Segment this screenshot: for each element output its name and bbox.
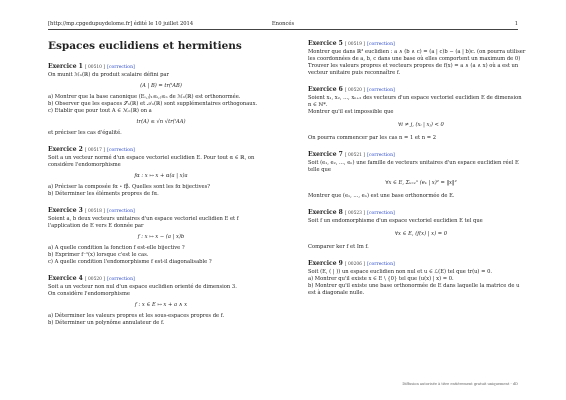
exercise-text: b) Exprimer f⁻¹(x) lorsque c'est le cas. bbox=[48, 252, 149, 258]
exercise-5 bbox=[308, 40, 534, 77]
exercise-heading bbox=[308, 40, 534, 49]
exercise-heading bbox=[48, 63, 274, 72]
exercise-text: l'application de E vers E donnée par bbox=[48, 223, 144, 229]
exercise-heading bbox=[48, 207, 274, 216]
correction-link[interactable]: [correction] bbox=[367, 211, 395, 216]
exercise-text: considère l'endomorphisme bbox=[48, 162, 121, 168]
exercise-text: a) Déterminer les valeurs propres et les sous-espaces propres de f. bbox=[48, 313, 225, 319]
equation: f : x ↦ x − (a | x)b bbox=[137, 234, 185, 240]
exercise-7 bbox=[308, 151, 534, 200]
exercise-title: Exercice 4 bbox=[48, 275, 83, 282]
exercise-1 bbox=[48, 63, 274, 137]
exercise-8 bbox=[308, 209, 534, 251]
exercise-heading bbox=[48, 146, 274, 155]
exercise-text: Montrer que (e₁, ..., eₙ) est une base orthonormée de E. bbox=[308, 193, 455, 199]
exercise-number: [ 00519 ] bbox=[344, 42, 366, 47]
correction-link[interactable]: [correction] bbox=[107, 148, 135, 153]
correction-link[interactable]: [correction] bbox=[367, 262, 395, 267]
equation: ∀x ∈ E, (f(x) | x) = 0 bbox=[394, 231, 448, 237]
equation: ∀i ≠ j, (xᵢ | xⱼ) < 0 bbox=[398, 122, 444, 128]
equation: f : x ∈ E ↦ x + a ∧ x bbox=[134, 302, 188, 308]
exercise-2 bbox=[48, 146, 274, 198]
page-footer: Diffusion autorisée à titre entièrement gratuit uniquement - dD bbox=[402, 382, 518, 386]
exercise-title: Exercice 1 bbox=[48, 63, 83, 70]
exercise-text: Soit a un vecteur normé d'un espace vectoriel euclidien E. Pour tout α ∈ ℝ, on bbox=[48, 155, 255, 161]
equation: (A | B) = tr(ᵗAB) bbox=[140, 83, 182, 89]
exercise-number: [ 00517 ] bbox=[84, 148, 106, 153]
exercise-text: Soit f un endomorphisme d'un espace vectoriel euclidien E tel que bbox=[308, 218, 483, 224]
correction-link[interactable]: [correction] bbox=[107, 65, 135, 70]
exercise-number: [ 00521 ] bbox=[344, 153, 366, 158]
exercise-text: a) Préciser la composée fα ∘ fβ. Quelles sont les fα bijectives? bbox=[48, 184, 211, 190]
correction-link[interactable]: [correction] bbox=[367, 88, 395, 93]
left-column bbox=[48, 40, 274, 336]
exercise-heading bbox=[308, 209, 534, 218]
page-title: Espaces euclidiens et hermitiens bbox=[48, 40, 242, 52]
exercise-text: c) Etablir que pour tout A ∈ ℳₙ(ℝ) on a bbox=[48, 108, 152, 114]
correction-link[interactable]: [correction] bbox=[107, 277, 135, 282]
exercise-number: [ 00520 ] bbox=[344, 88, 366, 93]
exercise-text: est à diagonale nulle. bbox=[308, 290, 365, 296]
exercise-text: Soient a, b deux vecteurs unitaires d'un espace vectoriel euclidien E et f bbox=[48, 216, 239, 222]
exercise-4 bbox=[48, 275, 274, 327]
exercise-text: telle que bbox=[308, 167, 331, 173]
exercise-heading bbox=[308, 151, 534, 160]
exercise-text: Soient x₁, x₂, ..., xₙ₊₂ des vecteurs d'un espace vectoriel euclidien E de dimension bbox=[308, 95, 522, 101]
header-source[interactable]: [http://mp.cpgedupuydelome.fr] édité le 10 juillet 2014 bbox=[48, 21, 194, 27]
exercise-text: a) Montrer que la base canonique (Eᵢ,ⱼ)₁≤ᵢ,ⱼ≤ₙ de ℳₙ(ℝ) est orthonormée. bbox=[48, 94, 241, 100]
exercise-title: Exercice 2 bbox=[48, 146, 83, 153]
exercise-text: b) Déterminer un polynôme annulateur de f. bbox=[48, 320, 165, 326]
correction-link[interactable]: [correction] bbox=[107, 209, 135, 214]
exercise-text: a) A quelle condition la fonction f est-elle bijective ? bbox=[48, 245, 185, 251]
exercise-number: [ 00523 ] bbox=[344, 211, 366, 216]
exercise-text: Montrer que dans ℝ³ euclidien : a ∧ (b ∧ c) = (a | c)b − (a | b)c. (on pourra utiliser bbox=[308, 49, 526, 55]
exercise-text: les coordonnées de a, b, c dans une base où elles comportent un maximum de 0) bbox=[308, 56, 521, 62]
exercise-text: On pourra commencer par les cas n = 1 et n = 2 bbox=[308, 135, 437, 141]
equation: tr(A) ≤ √n √tr(ᵗAA) bbox=[136, 119, 186, 125]
equation: fα : x ↦ x + α(a | x)a bbox=[134, 173, 188, 179]
exercise-title: Exercice 8 bbox=[308, 209, 343, 216]
exercise-title: Exercice 3 bbox=[48, 207, 83, 214]
exercise-title: Exercice 5 bbox=[308, 40, 343, 47]
exercise-text: n ∈ ℕ*. bbox=[308, 102, 328, 108]
exercise-text: Soit (E, ( | )) un espace euclidien non nul et u ∈ ℒ(E) tel que tr(u) = 0. bbox=[308, 269, 493, 275]
exercise-9 bbox=[308, 260, 534, 297]
exercise-text: c) A quelle condition l'endomorphisme f est-il diagonalisable ? bbox=[48, 259, 212, 265]
exercise-number: [ 00518 ] bbox=[84, 209, 106, 214]
exercise-text: On munit ℳₙ(ℝ) du produit scalaire défini par bbox=[48, 72, 169, 78]
exercise-text: b) Observer que les espaces 𝒮ₙ(ℝ) et 𝒜ₙ(ℝ) sont supplémentaires orthogonaux. bbox=[48, 101, 258, 107]
exercise-text: b) Déterminer les éléments propres de fα. bbox=[48, 191, 159, 197]
exercise-number: [ 00206 ] bbox=[344, 262, 366, 267]
exercise-title: Exercice 6 bbox=[308, 86, 343, 93]
exercise-heading bbox=[48, 275, 274, 284]
exercise-text: Montrer qu'il est impossible que bbox=[308, 109, 394, 115]
exercise-6 bbox=[308, 86, 534, 142]
correction-link[interactable]: [correction] bbox=[367, 153, 395, 158]
exercise-number: [ 00510 ] bbox=[84, 65, 106, 70]
page-header bbox=[48, 20, 518, 30]
exercise-text: Soit a un vecteur non nul d'un espace euclidien orienté de dimension 3. bbox=[48, 284, 237, 290]
correction-link[interactable]: [correction] bbox=[367, 42, 395, 47]
page-number: 1 bbox=[514, 21, 518, 27]
exercise-title: Exercice 9 bbox=[308, 260, 343, 267]
header-section: Enoncés bbox=[271, 21, 295, 27]
right-column bbox=[308, 40, 534, 306]
exercise-text: Soit (e₁, e₂, ..., eₙ) une famille de vecteurs unitaires d'un espace euclidien réel E bbox=[308, 160, 519, 166]
exercise-text: et préciser les cas d'égalité. bbox=[48, 130, 122, 136]
exercise-3 bbox=[48, 207, 274, 266]
equation: ∀x ∈ E, Σₖ₌₁ⁿ (eₖ | x)² = ‖x‖² bbox=[385, 180, 457, 186]
exercise-text: Comparer ker f et Im f. bbox=[308, 244, 369, 250]
exercise-number: [ 00520 ] bbox=[84, 277, 106, 282]
exercise-heading bbox=[308, 260, 534, 269]
exercise-text: Trouver les valeurs propres et vecteurs propres de f(x) = a ∧ (a ∧ x) où a est un bbox=[308, 63, 519, 69]
exercise-text: On considère l'endomorphisme bbox=[48, 291, 130, 297]
exercise-text: b) Montrer qu'il existe une base orthonormée de E dans laquelle la matrice de u bbox=[308, 283, 520, 289]
exercise-text: a) Montrer qu'il existe x ∈ E \ {0} tel que (u(x) | x) = 0. bbox=[308, 276, 454, 282]
exercise-text: vecteur unitaire puis reconnaître f. bbox=[308, 70, 401, 76]
exercise-heading bbox=[308, 86, 534, 95]
exercise-title: Exercice 7 bbox=[308, 151, 343, 158]
